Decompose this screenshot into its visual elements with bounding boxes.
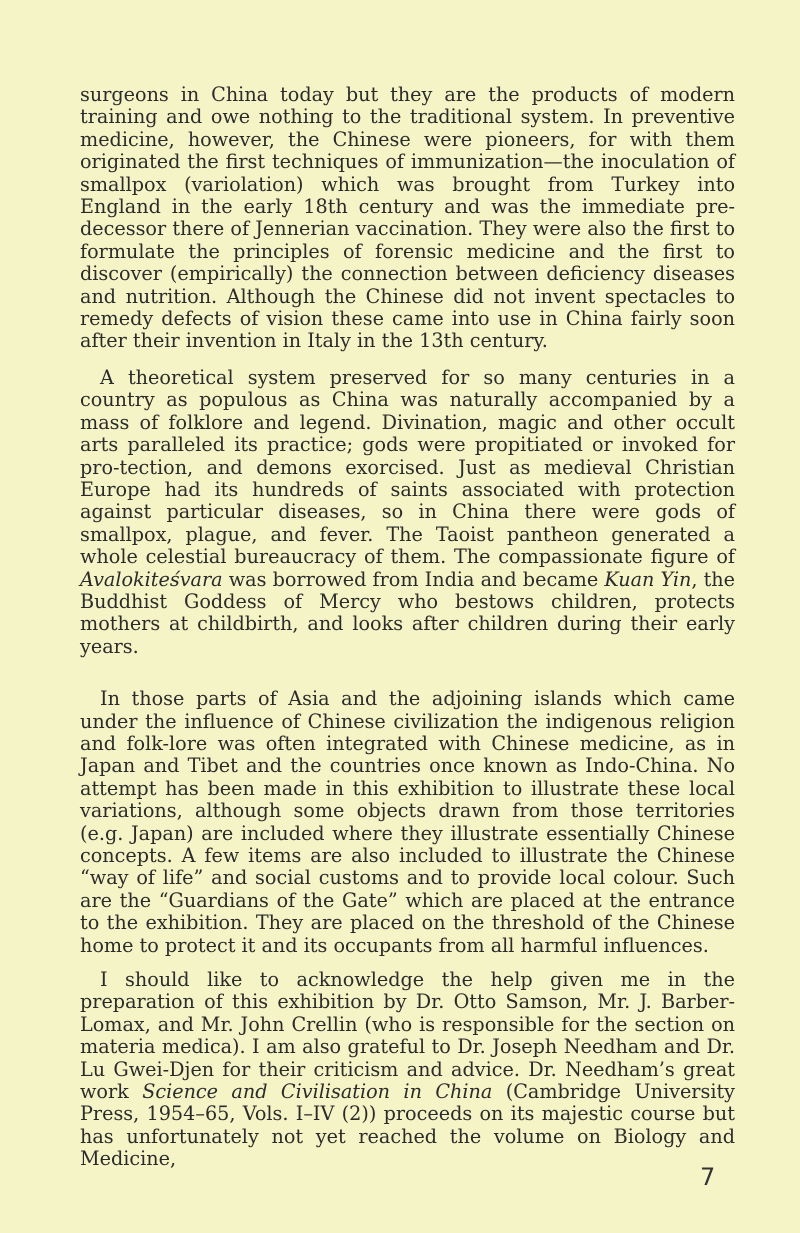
page-body: [80, 84, 735, 1171]
paragraph-2: A theoretical system preserved for so many centuries in a country as populous as China was naturally accompanied by a mass of folklore and legend. Divination, magic and other occult arts paralleled its practice; gods were propitiated or invoked for pro-tection, and demons exorcised. Just as medieval Christian Europe had its hundreds of saints associated with protection against particular diseases, so in China there were gods of smallpox, plague, and fever. The Taoist pantheon generated a whole celestial bureaucracy of them. The compassionate figure of Avalokiteśvara was borrowed from India and became Kuan Yin, the Buddhist Goddess of Mercy who bestows children, protects mothers at childbirth, and looks after children during their early years.: [80, 365, 735, 658]
term-avalokitesvara: Avalokiteśvara: [80, 567, 223, 591]
page-number: 7: [700, 1163, 716, 1191]
paragraph-1: surgeons in China today but they are the products of modern training and owe nothing to the traditional system. In preventive medicine, however, the Chinese were pioneers, for with them originated the first techniques of immunization—the inoculation of smallpox (variolation) which was brought from Turkey into England in the early 18th century and was the immediate pre-decessor there of Jennerian vaccination. They were also the first to formulate the principles of forensic medicine and the first to discover (empirically) the connection between deficiency diseases and nutrition. Although the Chinese did not invent spectacles to remedy defects of vision these came into use in China fairly soon after their invention in Italy in the 13th century.: [80, 83, 735, 353]
paragraph-3: In those parts of Asia and the adjoining islands which came under the influence of Chinese civilization the indigenous religion and folk-lore was often integrated with Chinese medicine, as in Japan and Tibet and the countries once known as Indo-China. No attempt has been made in this exhibition to illustrate these local variations, although some objects drawn from those territories (e.g. Japan) are included where they illustrate essentially Chinese concepts. A few items are also included to illustrate the Chinese “way of life” and social customs and to provide local colour. Such are the “Guardians of the Gate” which are placed at the entrance to the exhibition. They are placed on the threshold of the Chinese home to protect it and its occupants from all harmful influences.: [80, 687, 735, 957]
paragraph-4: I should like to acknowledge the help given me in the preparation of this exhibition by Dr. Otto Samson, Mr. J. Barber-Lomax, and Mr. John Crellin (who is responsible for the section on materia medica). I am also grateful to Dr. Joseph Needham and Dr. Lu Gwei-Djen for their criticism and advice. Dr. Needham’s great work Science and Civilisation in China (Cambridge University Press, 1954–65, Vols. I–IV (2)) proceeds on its majestic course but has unfortunately not yet reached the volume on Biology and Medicine,: [80, 968, 736, 1171]
term-kuan-yin: Kuan Yin: [604, 567, 692, 591]
book-title: Science and Civilisation in China: [142, 1080, 493, 1104]
